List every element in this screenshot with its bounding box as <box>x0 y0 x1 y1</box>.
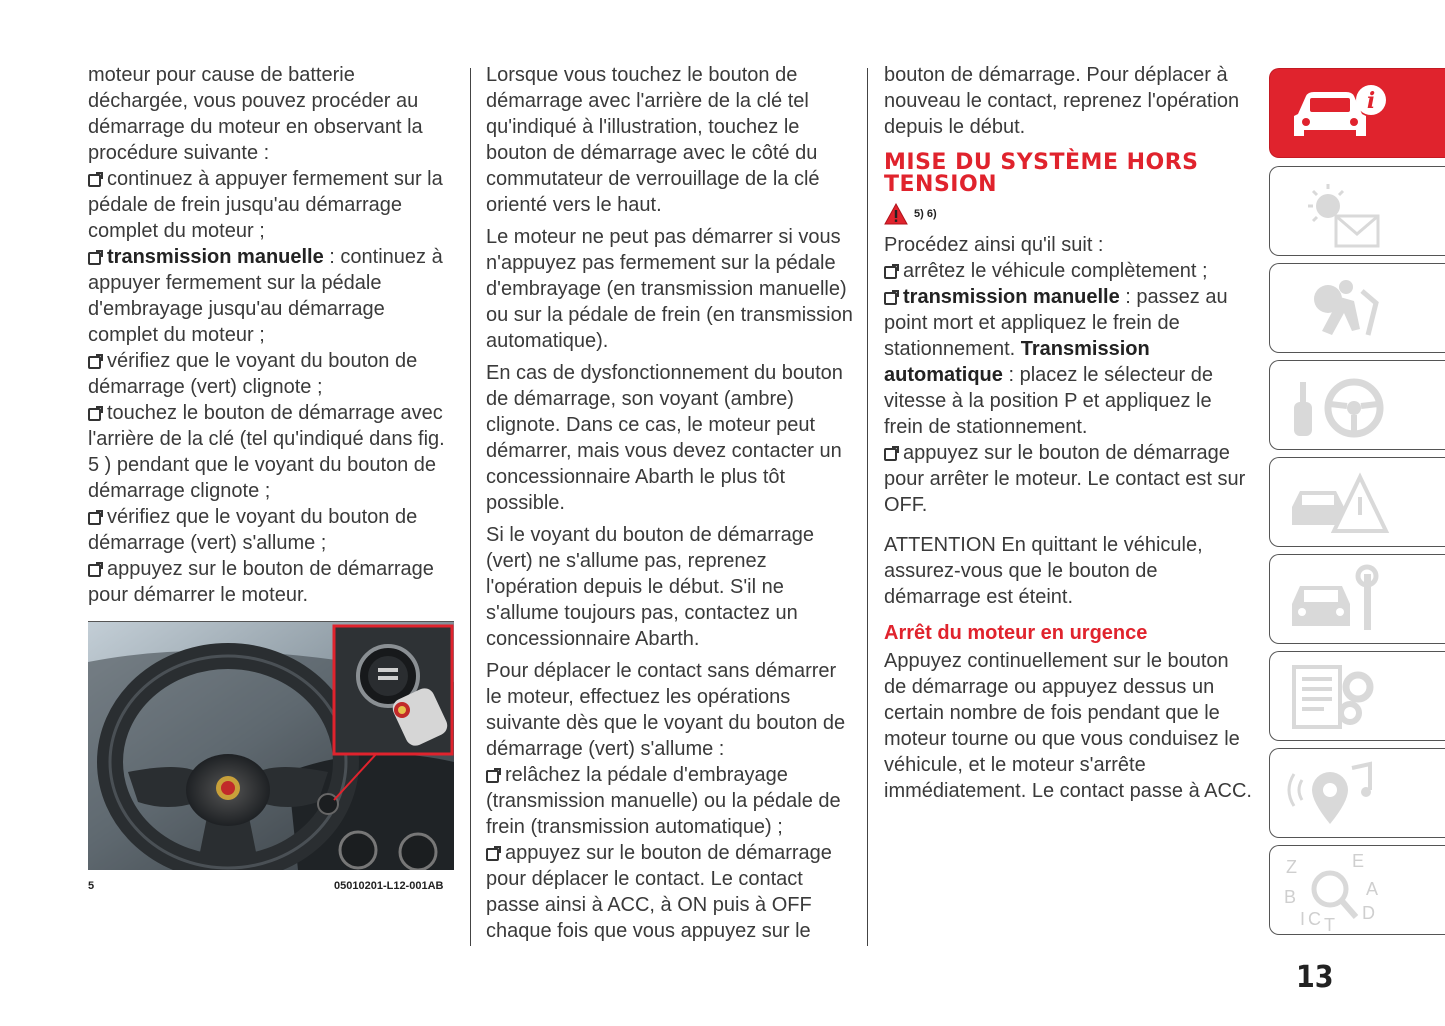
paragraph: Appuyez continuellement sur le bouton de démarrage ou appuyez dessus un certain nombre de fois pendant que le moteur tourne ou que vous conduisez le véhicule, et le moteur s'arrête immédiatement. Le contact passe à ACC. <box>884 650 1252 802</box>
checkbox-bullet-icon <box>884 292 897 305</box>
column-3 <box>884 62 1254 804</box>
list-item: vérifiez que le voyant du bouton de démarrage (vert) s'allume ; <box>88 506 418 554</box>
car-info-icon <box>1280 74 1390 154</box>
list-item: appuyez sur le bouton de démarrage pour arrêter le moteur. Le contact est sur OFF. <box>884 442 1246 516</box>
list-item: vérifiez que le voyant du bouton de démarrage (vert) clignote ; <box>88 350 418 398</box>
multimedia-icon <box>1280 754 1390 834</box>
column-divider <box>867 68 868 946</box>
section-heading: MISE DU SYSTÈME HORS TENSION <box>884 150 1199 197</box>
tab-starting-driving[interactable] <box>1269 360 1445 450</box>
key-steering-wheel-icon <box>1280 366 1390 446</box>
attention-note: ATTENTION En quittant le véhicule, assurez-vous que le bouton de démarrage est éteint. <box>884 534 1203 608</box>
steering-wheel-illustration <box>88 622 454 870</box>
warning-refs: 5) 6) <box>914 208 937 220</box>
index-letter: T <box>1324 915 1335 931</box>
column-divider <box>470 68 471 946</box>
checkbox-bullet-icon <box>884 266 897 279</box>
tab-technical-data[interactable] <box>1269 651 1445 741</box>
index-letter: A <box>1366 879 1379 899</box>
column-1 <box>88 62 458 608</box>
warning-triangle-icon <box>884 203 908 225</box>
list-item: continuez à appuyer fermement sur la pédale de frein jusqu'au démarrage complet du moteur ; <box>88 168 443 242</box>
checkbox-bullet-icon <box>88 512 101 525</box>
intro-paragraph: moteur pour cause de batterie déchargée, vous pouvez procéder au démarrage du moteur en observant la procédure suivante : <box>88 64 423 164</box>
tab-warning-lights[interactable] <box>1269 166 1445 256</box>
list-item: transmission manuelle : continuez à appuyer fermement sur la pédale d'embrayage jusqu'au démarrage complet du moteur ; <box>88 246 443 346</box>
subheading: Arrêt du moteur en urgence <box>884 622 1148 644</box>
checkbox-bullet-icon <box>88 174 101 187</box>
alphabetical-index-icon <box>1280 851 1390 931</box>
checkbox-bullet-icon <box>486 770 499 783</box>
paragraph: Lorsque vous touchez le bouton de démarrage avec l'arrière de la clé tel qu'indiqué à l'illustration, touchez le bouton de démarrage avec le côté du commutateur de verrouillage de la clé orienté vers le haut. <box>486 64 820 216</box>
index-letter: Z <box>1286 857 1297 877</box>
figure-number: 5 <box>88 880 95 892</box>
tab-emergency[interactable] <box>1269 457 1445 547</box>
paragraph: Le moteur ne peut pas démarrer si vous n'appuyez pas fermement sur la pédale d'embrayage (en transmission manuelle) ou sur la pédale de frein (en transmission automatique). <box>486 226 853 352</box>
tab-multimedia[interactable] <box>1269 748 1445 838</box>
column-2 <box>486 62 856 944</box>
paragraph: bouton de démarrage. Pour déplacer à nouveau le contact, reprenez l'opération depuis le début. <box>884 64 1240 138</box>
index-letter: E <box>1352 851 1365 871</box>
tab-maintenance[interactable] <box>1269 554 1445 644</box>
warning-reference <box>884 200 1254 228</box>
paragraph: En cas de dysfonctionnement du bouton de démarrage, son voyant (ambre) clignote. Dans ce cas, le moteur peut démarrer, mais vous devez contacter un concessionnaire Abarth le plus tôt possible. <box>486 362 843 514</box>
index-letter: C <box>1308 909 1321 929</box>
index-letter: B <box>1284 887 1297 907</box>
paragraph: Pour déplacer le contact sans démarrer le moteur, effectuez les opérations suivante dès que le voyant du bouton de démarrage (vert) s'allume : <box>486 660 846 760</box>
checkbox-bullet-icon <box>88 408 101 421</box>
checkbox-bullet-icon <box>88 356 101 369</box>
page-number: 13 <box>1296 960 1334 995</box>
airbag-safety-icon <box>1280 269 1390 349</box>
checkbox-bullet-icon <box>88 252 101 265</box>
car-emergency-icon <box>1280 463 1390 543</box>
index-letter: D <box>1362 903 1375 923</box>
list-item: appuyez sur le bouton de démarrage pour démarrer le moteur. <box>88 558 434 606</box>
tab-car-info[interactable] <box>1269 68 1445 158</box>
list-item: transmission manuelle : passez au point mort et appliquez le frein de stationnement. Transmission automatique : placez le sélecteur de vitesse à la position P et appliquez le frein de stationnement. <box>884 286 1228 438</box>
paragraph: Si le voyant du bouton de démarrage (vert) ne s'allume pas, reprenez l'opération depuis le début. S'il ne s'allume toujours pas, contactez un concessionnaire Abarth. <box>486 524 814 650</box>
list-item: touchez le bouton de démarrage avec l'arrière de la clé (tel qu'indiqué dans fig. 5 ) pendant que le voyant du bouton de démarrage clignote ; <box>88 402 445 502</box>
tab-safety[interactable] <box>1269 263 1445 353</box>
checkbox-bullet-icon <box>88 564 101 577</box>
paragraph: Procédez ainsi qu'il suit : <box>884 234 1104 256</box>
list-item: appuyez sur le bouton de démarrage pour déplacer le contact. Le contact passe ainsi à ACC, à ON puis à OFF chaque fois que vous appuyez sur le <box>486 842 832 942</box>
warning-lights-icon <box>1280 172 1390 252</box>
technical-data-icon <box>1280 657 1390 737</box>
tab-index[interactable] <box>1269 845 1445 935</box>
index-letter: I <box>1300 909 1306 929</box>
checkbox-bullet-icon <box>486 848 499 861</box>
list-item: arrêtez le véhicule complètement ; <box>884 258 1254 284</box>
svg-text:i: i <box>1366 88 1376 114</box>
car-service-icon <box>1280 560 1390 640</box>
checkbox-bullet-icon <box>884 448 897 461</box>
figure-steering-wheel-photo <box>88 622 454 870</box>
list-item: relâchez la pédale d'embrayage (transmission manuelle) ou la pédale de frein (transmission automatique) ; <box>486 764 841 838</box>
figure-code: 05010201-L12-001AB <box>334 880 444 892</box>
